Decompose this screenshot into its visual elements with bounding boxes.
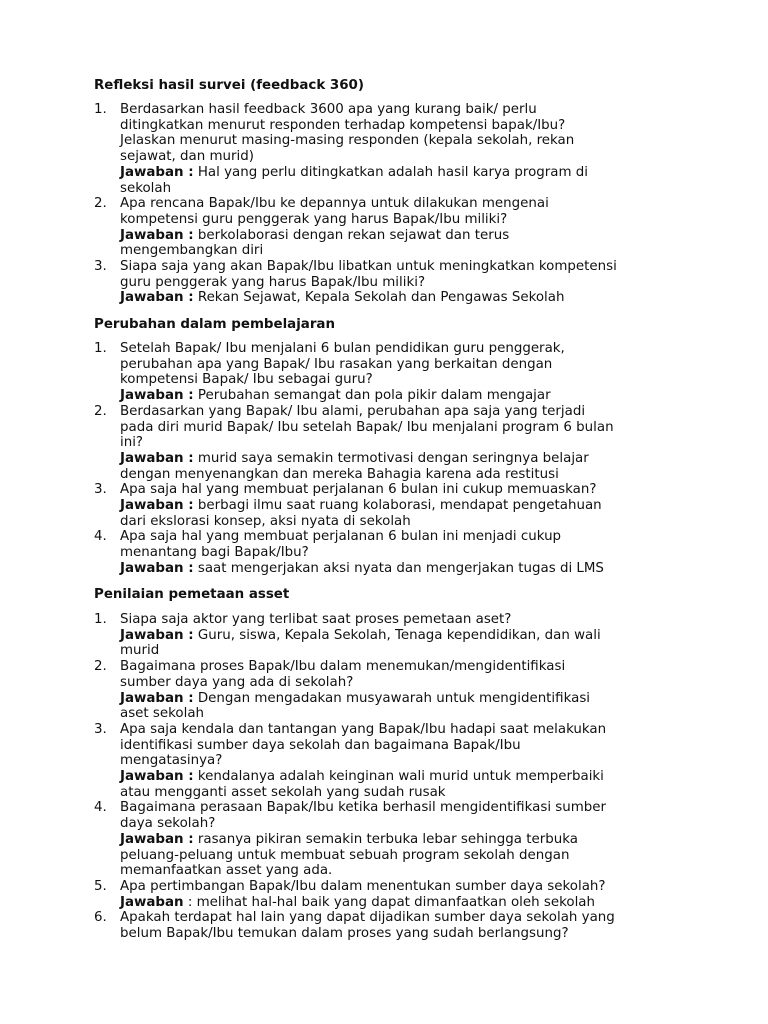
item-number: 3.	[94, 482, 107, 498]
list-item	[94, 404, 684, 483]
question-text: sejawat, dan murid)	[120, 149, 254, 165]
question-text: ini?	[120, 435, 144, 451]
list-item	[94, 259, 684, 306]
question-text: daya sekolah?	[120, 816, 216, 832]
answer-label: Jawaban :	[120, 388, 194, 404]
section-title: Penilaian pemetaan asset	[94, 587, 290, 602]
answer-text: aset sekolah	[120, 706, 205, 722]
answer-text: sekolah	[120, 180, 172, 196]
answer-label: Jawaban :	[120, 560, 194, 576]
answer-text: Jawaban : Perubahan semangat dan pola pikir dalam mengajar	[120, 388, 551, 404]
list-item	[94, 341, 684, 404]
question-text: Apa saja kendala dan tantangan yang Bapak/Ibu hadapi saat melakukan	[120, 721, 607, 737]
list-item	[94, 196, 684, 259]
answer-label: Jawaban :	[120, 690, 194, 706]
list-item	[94, 529, 684, 576]
question-text: perubahan apa yang Bapak/ Ibu rasakan yang berkaitan dengan	[120, 356, 553, 372]
section-title: Refleksi hasil survei (feedback 360)	[94, 78, 364, 93]
question-text: Siapa saja aktor yang terlibat saat proses pemetaan aset?	[120, 612, 512, 627]
answer-text: dengan menyenangkan dan mereka Bahagia karena ada restitusi	[120, 466, 559, 482]
list-item	[94, 910, 684, 941]
question-text: sumber daya yang ada di sekolah?	[120, 674, 354, 690]
answer-label: Jawaban :	[120, 627, 194, 643]
list-item	[94, 659, 684, 722]
question-text: identifikasi sumber daya sekolah dan bagaimana Bapak/Ibu	[120, 737, 521, 753]
question-text: Bagaimana proses Bapak/Ibu dalam menemukan/mengidentifikasi	[120, 659, 566, 675]
answer-label: Jawaban :	[120, 831, 194, 847]
question-text: Berdasarkan hasil feedback 3600 apa yang kurang baik/ perlu	[120, 102, 537, 117]
answer-text: murid	[120, 643, 160, 659]
answer-text: Jawaban : berkolaborasi dengan rekan sejawat dan terus	[120, 227, 510, 243]
question-list	[94, 102, 684, 306]
item-number: 2.	[94, 196, 107, 212]
question-text: Bagaimana perasaan Bapak/Ibu ketika berhasil mengidentifikasi sumber	[120, 800, 607, 816]
question-text: Berdasarkan yang Bapak/ Ibu alami, perubahan apa saja yang terjadi	[120, 403, 586, 419]
answer-text: Jawaban : kendalanya adalah keinginan wali murid untuk memperbaiki	[120, 769, 604, 785]
question-text: Apakah terdapat hal lain yang dapat dijadikan sumber daya sekolah yang	[120, 910, 615, 926]
question-list	[94, 341, 684, 577]
question-text: menantang bagi Bapak/Ibu?	[120, 545, 309, 561]
answer-label: Jawaban :	[120, 498, 194, 514]
item-number: 5.	[94, 878, 107, 894]
item-number: 3.	[94, 721, 107, 737]
answer-text: memanfaatkan asset yang ada.	[120, 863, 333, 879]
item-number: 4.	[94, 529, 107, 545]
answer-text: Jawaban : murid saya semakin termotivasi dengan seringnya belajar	[120, 450, 589, 466]
question-text: Apa saja hal yang membuat perjalanan 6 bulan ini cukup memuaskan?	[120, 482, 597, 498]
list-item	[94, 800, 684, 879]
answer-label: Jawaban :	[120, 769, 194, 785]
answer-text: peluang-peluang untuk membuat sebuah program sekolah dengan	[120, 847, 570, 863]
question-text: Setelah Bapak/ Ibu menjalani 6 bulan pendidikan guru penggerak,	[120, 341, 565, 356]
answer-label: Jawaban :	[120, 290, 194, 306]
list-item	[94, 879, 684, 910]
answer-text: Jawaban : Guru, siswa, Kepala Sekolah, Tenaga kependidikan, dan wali	[120, 627, 601, 643]
question-text: Apa saja hal yang membuat perjalanan 6 bulan ini menjadi cukup	[120, 529, 562, 545]
answer-text: Jawaban : Hal yang perlu ditingkatkan adalah hasil karya program di	[120, 164, 589, 180]
answer-label: Jawaban :	[120, 450, 194, 466]
answer-text: Jawaban : saat mengerjakan aksi nyata dan mengerjakan tugas di LMS	[120, 560, 604, 576]
item-number: 1.	[94, 341, 107, 356]
question-text: ditingkatkan menurut responden terhadap kompetensi bapak/Ibu?	[120, 117, 566, 133]
item-number: 2.	[94, 659, 107, 675]
answer-label: Jawaban	[120, 894, 184, 910]
answer-text: Jawaban : berbagi ilmu saat ruang kolaborasi, mendapat pengetahuan	[120, 498, 602, 514]
list-item	[94, 482, 684, 529]
question-text: belum Bapak/Ibu temukan dalam proses yang sudah berlangsung?	[120, 926, 569, 942]
question-text: kompetensi guru penggerak yang harus Bapak/Ibu miliki?	[120, 211, 508, 227]
question-text: Jelaskan menurut masing-masing responden (kepala sekolah, rekan	[120, 133, 575, 149]
answer-label: Jawaban :	[120, 164, 194, 180]
answer-text: mengembangkan diri	[120, 243, 264, 259]
question-list	[94, 612, 684, 942]
answer-text: dari ekslorasi konsep, aksi nyata di sekolah	[120, 513, 411, 529]
question-text: pada diri murid Bapak/ Ibu setelah Bapak/ Ibu menjalani program 6 bulan	[120, 419, 614, 435]
list-item	[94, 722, 684, 801]
question-text: kompetensi Bapak/ Ibu sebagai guru?	[120, 372, 373, 388]
answer-text: Jawaban : Dengan mengadakan musyawarah untuk mengidentifikasi	[120, 690, 591, 706]
list-item	[94, 612, 684, 659]
item-number: 3.	[94, 259, 107, 275]
question-text: Apa pertimbangan Bapak/Ibu dalam menentukan sumber daya sekolah?	[120, 878, 606, 894]
question-text: guru penggerak yang harus Bapak/Ibu miliki?	[120, 274, 426, 290]
answer-text: atau mengganti asset sekolah yang sudah rusak	[120, 784, 446, 800]
list-item	[94, 102, 684, 196]
item-number: 1.	[94, 102, 107, 117]
answer-text: Jawaban : Rekan Sejawat, Kepala Sekolah dan Pengawas Sekolah	[120, 290, 565, 306]
answer-text: Jawaban : rasanya pikiran semakin terbuka lebar sehingga terbuka	[120, 831, 578, 847]
answer-label: Jawaban :	[120, 227, 194, 243]
section-title: Perubahan dalam pembelajaran	[94, 317, 335, 332]
item-number: 6.	[94, 910, 107, 926]
question-text: Siapa saja yang akan Bapak/Ibu libatkan untuk meningkatkan kompetensi	[120, 259, 617, 275]
question-text: Apa rencana Bapak/Ibu ke depannya untuk dilakukan mengenai	[120, 196, 549, 212]
question-text: mengatasinya?	[120, 753, 223, 769]
item-number: 4.	[94, 800, 107, 816]
item-number: 2.	[94, 403, 107, 419]
answer-text: Jawaban : melihat hal-hal baik yang dapat dimanfaatkan oleh sekolah	[120, 894, 595, 910]
item-number: 1.	[94, 612, 107, 627]
